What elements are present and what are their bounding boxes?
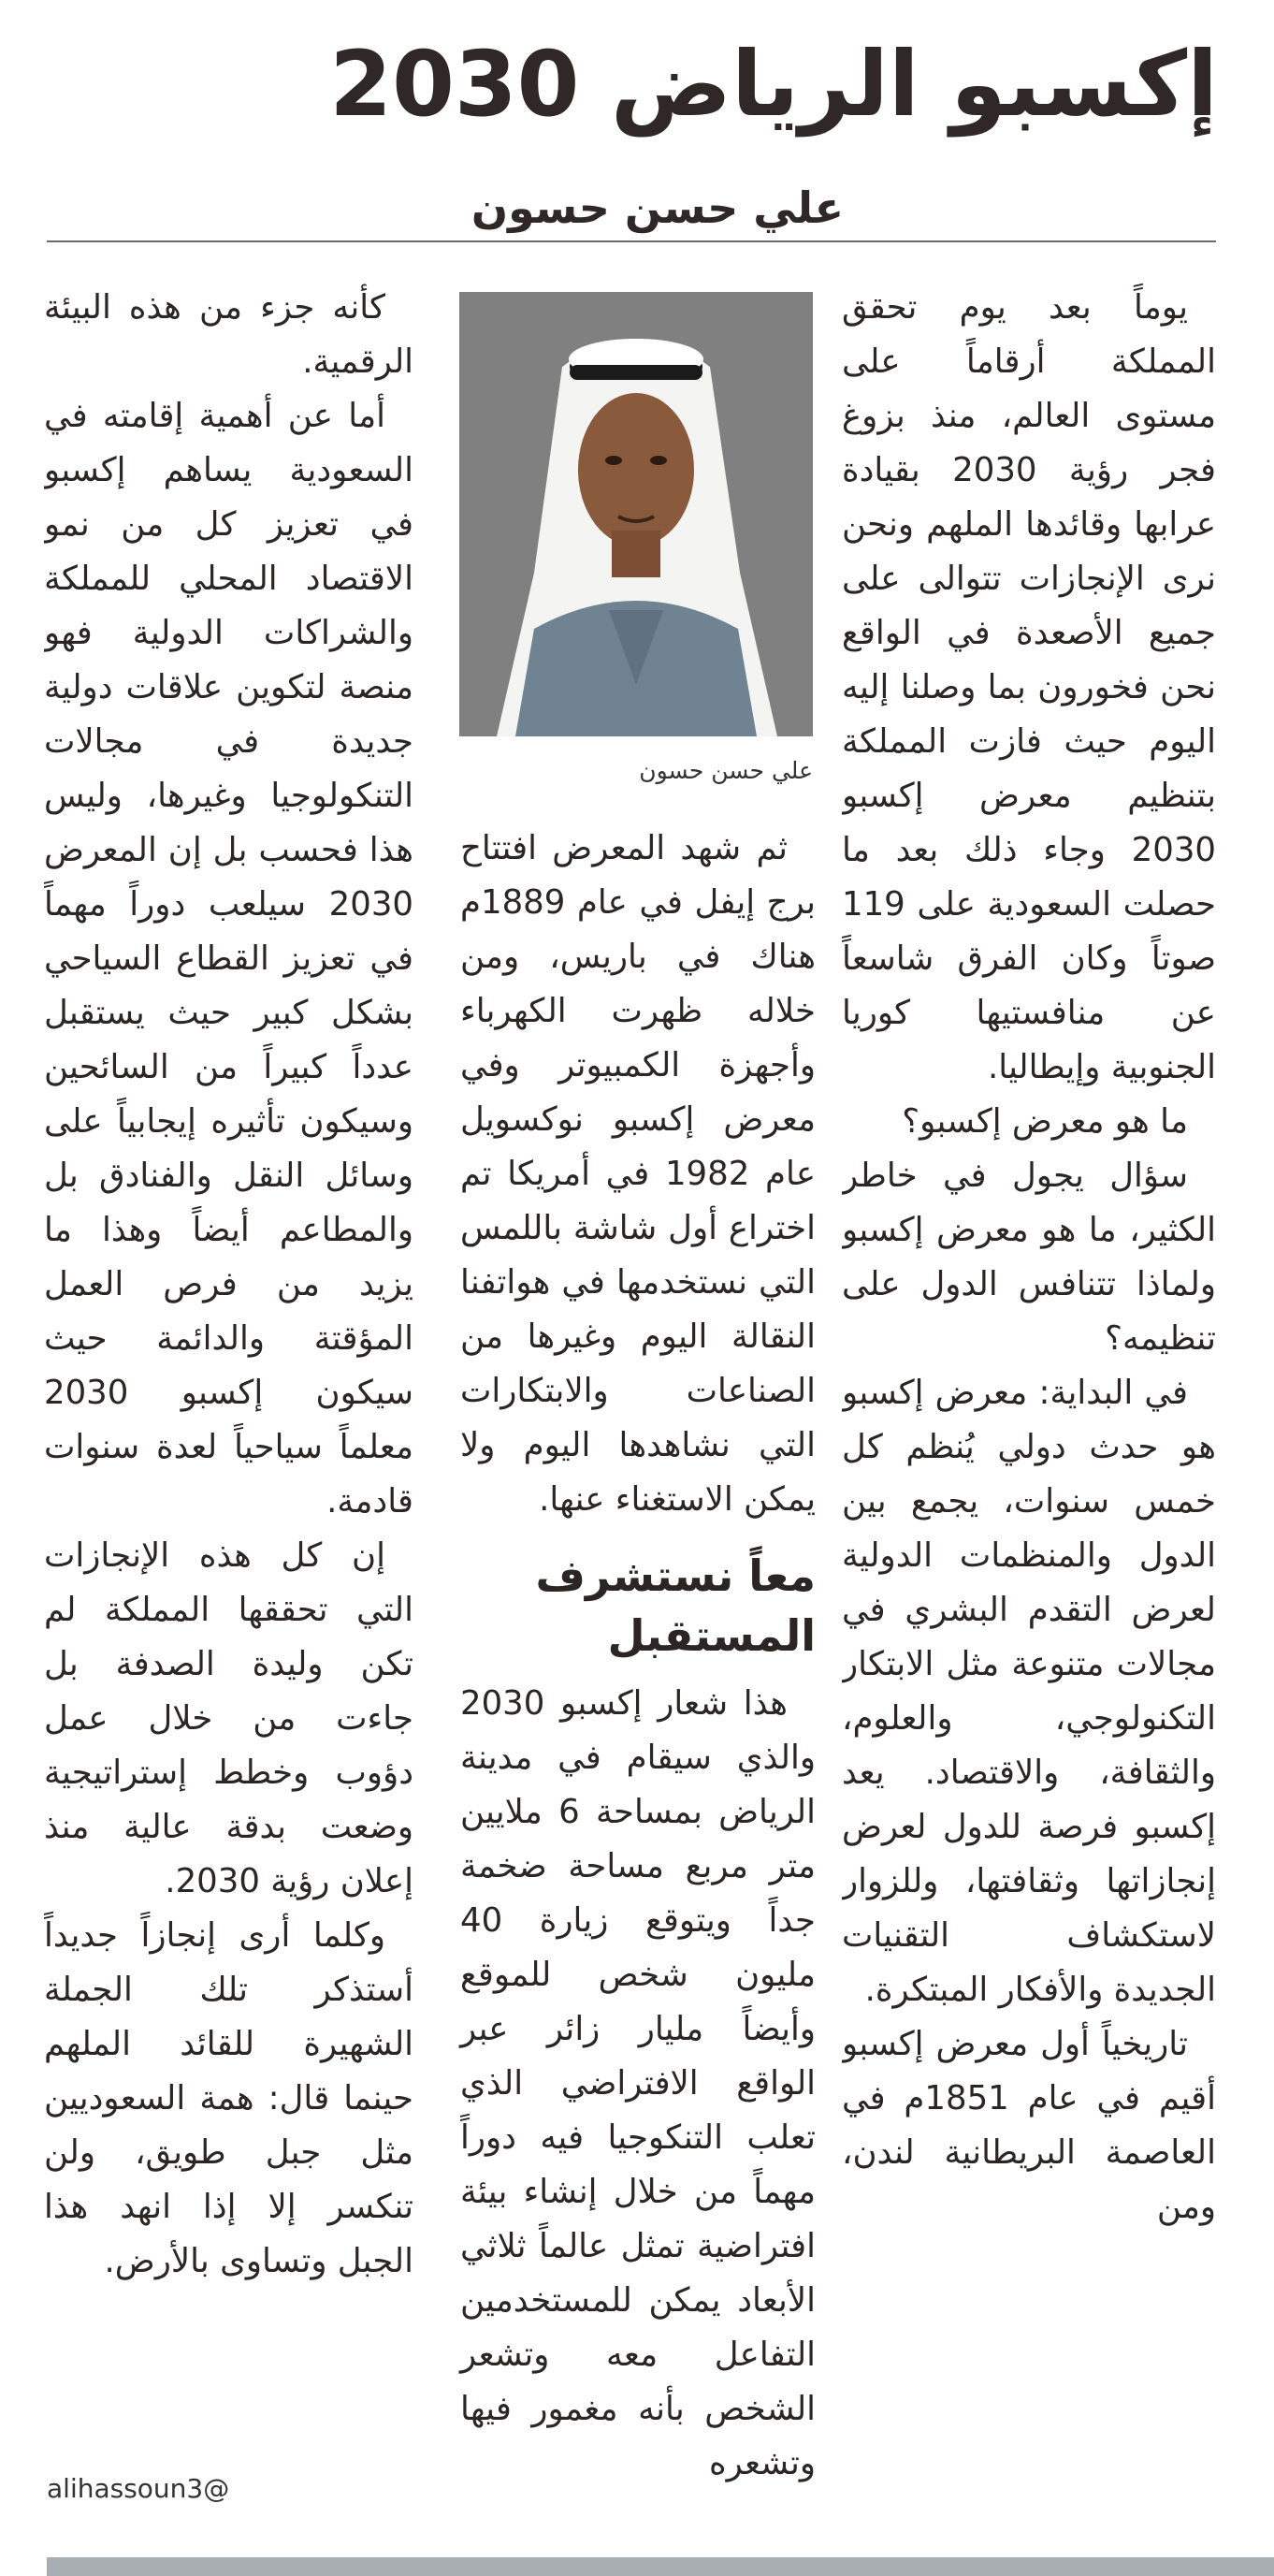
subheading: معاً نستشرف المستقبل xyxy=(535,1550,816,1661)
author-email: alihassoun3@ xyxy=(47,2473,230,2504)
paragraph: هذا شعار إكسبو 2030 والذي سيقام في مدينة الرياض بمساحة 6 ملايين متر مربع مساحة ضخمة جداً ويتوقع زيارة 40 مليون شخص للموقع وأيضاً مليار زائر عبر الواقع الافتراضي الذي تعلب التنكوجيا فيه دوراً مهماً من خلال إنشاء بيئة افتراضية تمثل عالماً ثلاثي الأبعاد يمكن للمستخدمين التفاعل معه وتشعر الشخص بأنه مغمور فيها وتشعره xyxy=(460,1684,816,2482)
paragraph: تاريخياً أول معرض إكسبو أقيم في عام 1851م في العاصمة البريطانية لندن، ومن xyxy=(842,2025,1216,2226)
paragraph: سؤال يجول في خاطر الكثير، ما هو معرض إكسبو ولماذا تتنافس الدول على تنظيمه؟ xyxy=(842,1157,1216,1358)
column-right xyxy=(842,281,1216,2515)
paragraph: يوماً بعد يوم تحقق المملكة أرقاماً على مستوى العالم، منذ بزوغ فجر رؤية 2030 بقيادة عرابها وقائدها الملهم ونحن نرى الإنجازات تتوالى على جميع الأصعدة في الواقع نحن فخورون بما وصلنا إليه اليوم حيث فازت المملكة بتنظيم معرض إكسبو 2030 وجاء ذلك بعد ما حصلت السعودية على 119 صوتاً وكان الفرق شاسعاً عن منافستيها كوريا الجنوبية وإيطاليا. xyxy=(842,288,1216,1086)
column-left xyxy=(44,281,413,2515)
headline: إكسبو الرياض 2030 xyxy=(329,32,1218,137)
header-divider xyxy=(47,240,1216,242)
paragraph: إن كل هذه الإنجازات التي تحققها المملكة لم تكن وليدة الصدفة بل جاءت من خلال عمل دؤوب وخطط إستراتيجية وضعت بدقة عالية منذ إعلان رؤية 2030. xyxy=(44,1536,413,1900)
paragraph: ما هو معرض إكسبو؟ xyxy=(902,1102,1188,1141)
paragraph: ثم شهد المعرض افتتاح برج إيفل في عام 1889م هناك في باريس، ومن خلاله ظهرت الكهرباء وأجهزة الكمبيوتر وفي معرض إكسبو نوكسويل عام 1982 في أمريكا تم اختراع أول شاشة باللمس التي نستخدمها في هواتفنا النقالة اليوم وغيرها من الصناعات والابتكارات التي نشاهدها اليوم ولا يمكن الاستغناء عنها. xyxy=(460,829,816,1519)
photo-caption: علي حسن حسون xyxy=(639,757,813,784)
author-byline: علي حسن حسون xyxy=(471,182,844,233)
paragraph: أما عن أهمية إقامته في السعودية يساهم إكسبو في تعزيز كل من نمو الاقتصاد المحلي للمملكة والشراكات الدولية فهو منصة لتكوين علاقات دولية جديدة في مجالات التنكولوجيا وغيرها، وليس هذا فحسب بل إن المعرض 2030 سيلعب دوراً مهماً في تعزيز القطاع السياحي بشكل كبير حيث يستقبل عدداً كبيراً من السائحين وسيكون تأثيره إيجابياً على وسائل النقل والفنادق بل والمطاعم أيضاً وهذا ما يزيد من فرص العمل المؤقتة والدائمة حيث سيكون إكسبو 2030 معلماً سياحياً لعدة سنوات قادمة. xyxy=(44,397,413,1521)
paragraph: كأنه جزء من هذه البيئة الرقمية. xyxy=(44,288,413,381)
footer-bar xyxy=(47,2557,1274,2576)
author-photo xyxy=(459,292,813,736)
paragraph: في البداية: معرض إكسبو هو حدث دولي يُنظم كل خمس سنوات، يجمع بين الدول والمنظمات الدولية لعرض التقدم البشري في مجالات متنوعة مثل الابتكار التكنولوجي، والعلوم، والثقافة، والاقتصاد. يعد إكسبو فرصة للدول لعرض إنجازاتها وثقافتها، وللزوار لاستكشاف التقنيات الجديدة والأفكار المبتكرة. xyxy=(842,1374,1216,2009)
paragraph: وكلما أرى إنجازاً جديداً أستذكر تلك الجملة الشهيرة للقائد الملهم حينما قال: همة السعوديين مثل جبل طويق، ولن تنكسر إلا إذا انهد هذا الجبل وتساوى بالأرض. xyxy=(44,1916,413,2280)
column-middle xyxy=(460,822,816,2491)
